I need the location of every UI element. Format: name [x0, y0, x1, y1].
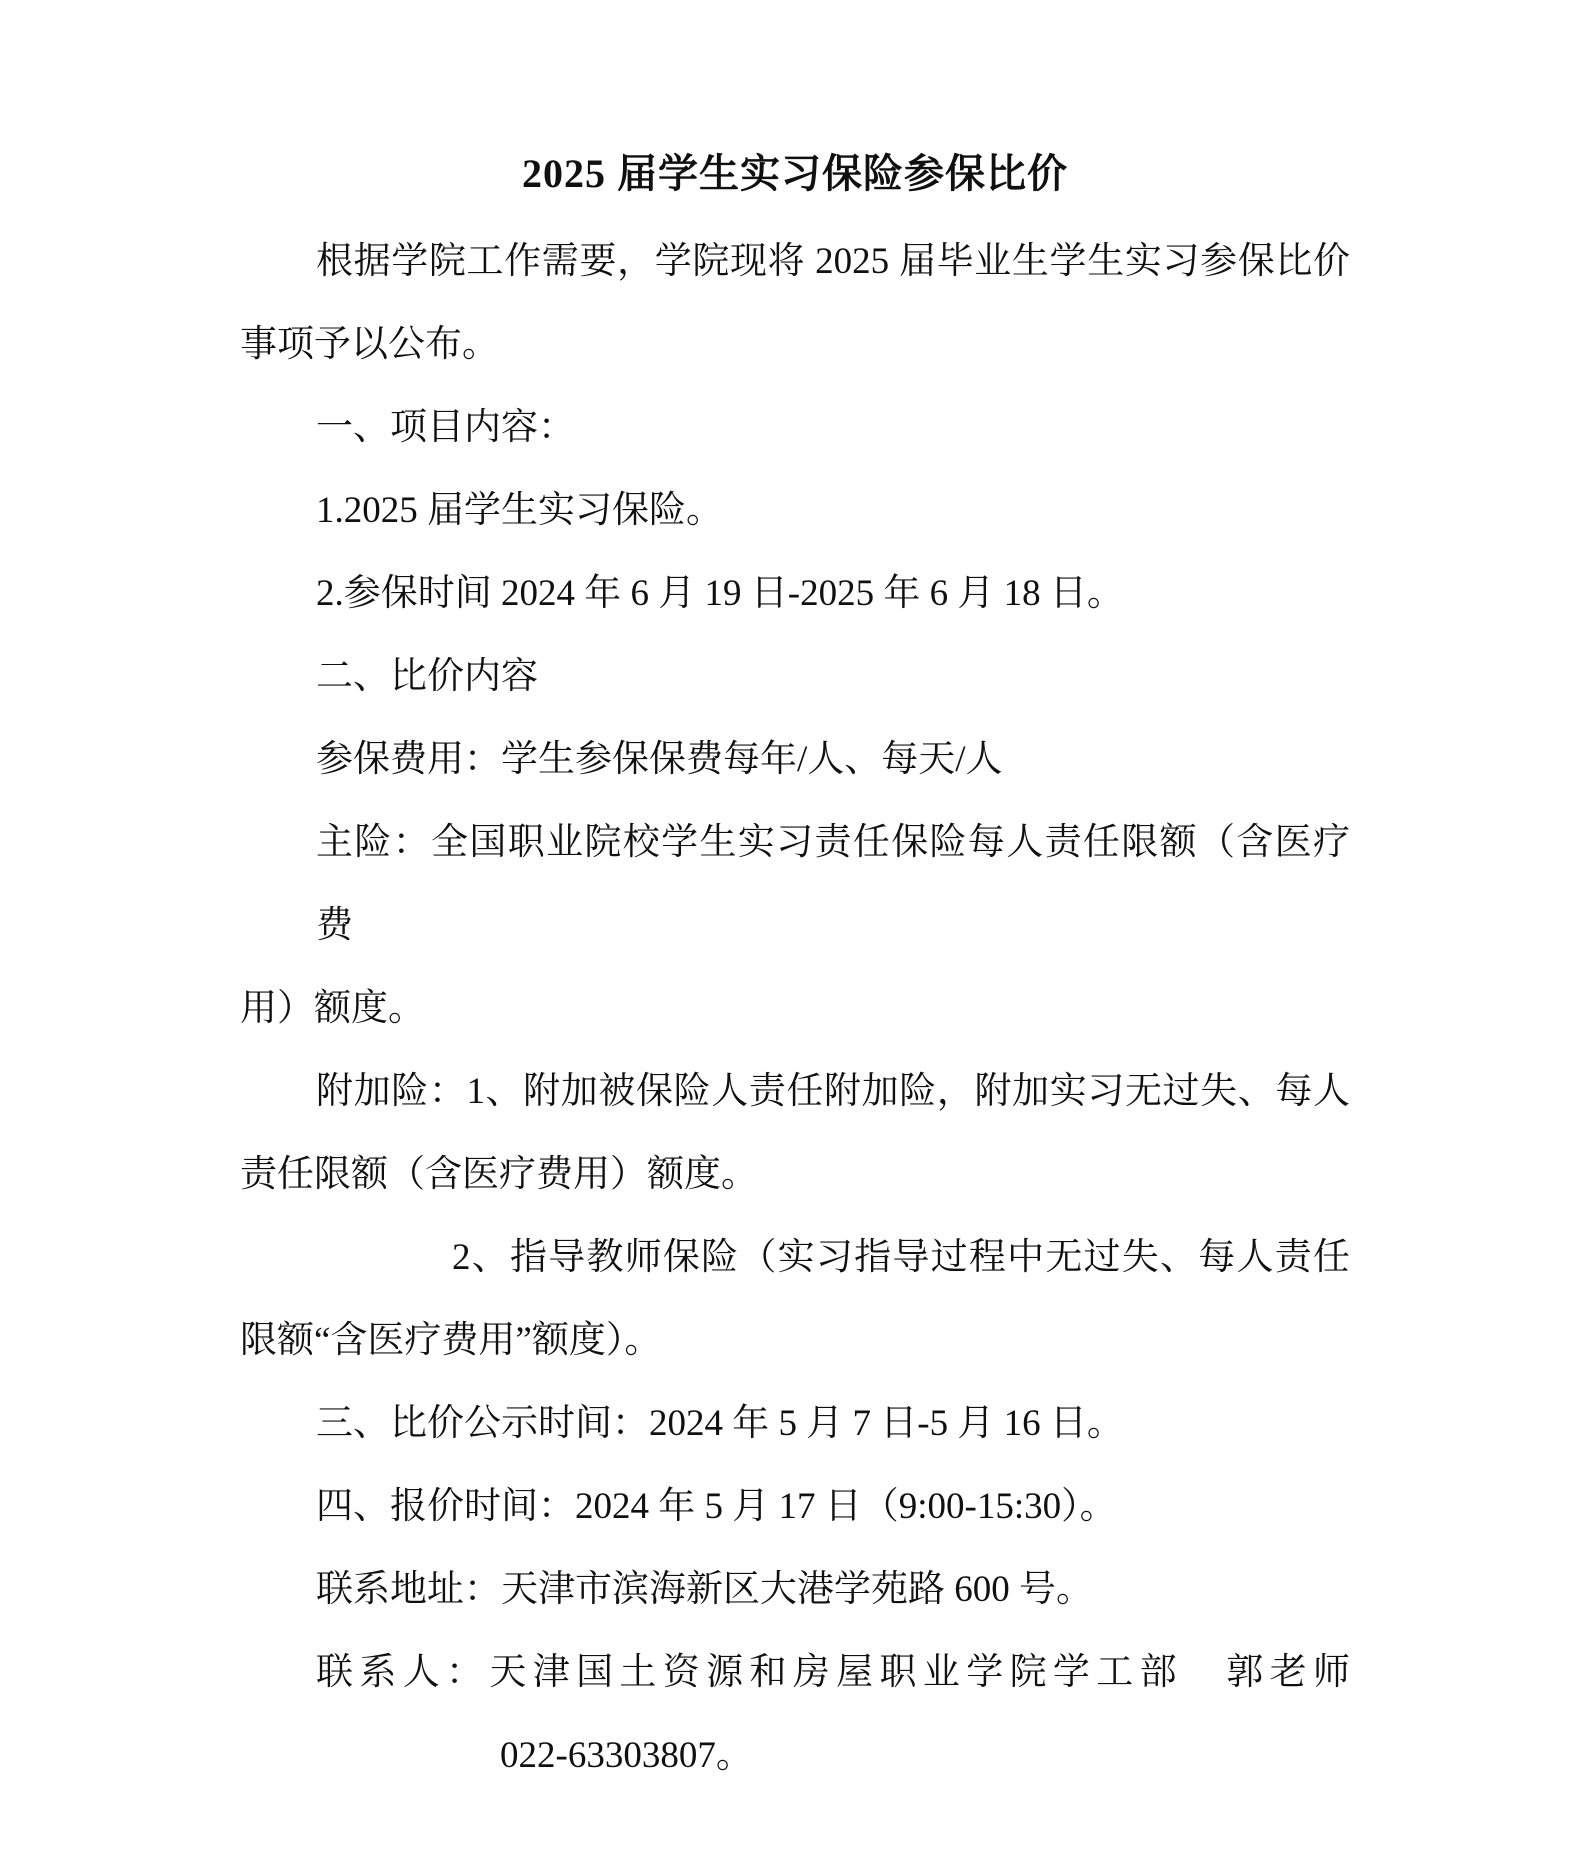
doc-line: 责任限额（含医疗费用）额度。 [240, 1154, 758, 1195]
doc-line: 主险：全国职业院校学生实习责任保险每人责任限额（含医疗费 [316, 822, 1350, 946]
doc-line: 参保费用：学生参保保费每年/人、每天/人 [316, 739, 1003, 780]
doc-line: 1.2025 届学生实习保险。 [316, 490, 723, 531]
doc-line-contact-phone: 022-63303807。 [500, 1735, 753, 1776]
doc-line-section-4: 四、报价时间：2024 年 5 月 17 日（9:00-15:30）。 [316, 1486, 1117, 1527]
doc-line: 附加险：1、附加被保险人责任附加险，附加实习无过失、每人 [316, 1071, 1350, 1112]
doc-line: 事项予以公布。 [240, 324, 499, 365]
doc-line: 根据学院工作需要，学院现将 2025 届毕业生学生实习参保比价 [316, 241, 1350, 282]
doc-line-section-3: 三、比价公示时间：2024 年 5 月 7 日-5 月 16 日。 [316, 1403, 1124, 1444]
doc-line: 2、指导教师保险（实习指导过程中无过失、每人责任 [452, 1237, 1350, 1278]
doc-line-section-2: 二、比价内容 [316, 656, 538, 697]
doc-line-contact-address: 联系地址：天津市滨海新区大港学苑路 600 号。 [316, 1569, 1093, 1610]
doc-line: 用）额度。 [240, 988, 425, 1029]
doc-line: 限额“含医疗费用”额度）。 [240, 1320, 662, 1361]
doc-line: 2.参保时间 2024 年 6 月 19 日-2025 年 6 月 18 日。 [316, 573, 1124, 614]
doc-line-section-1: 一、项目内容： [316, 407, 575, 448]
doc-line-contact-person: 联系人：天津国土资源和房屋职业学院学工部 郭老师 [316, 1652, 1350, 1693]
document-title: 2025 届学生实习保险参保比价 [522, 151, 1068, 196]
